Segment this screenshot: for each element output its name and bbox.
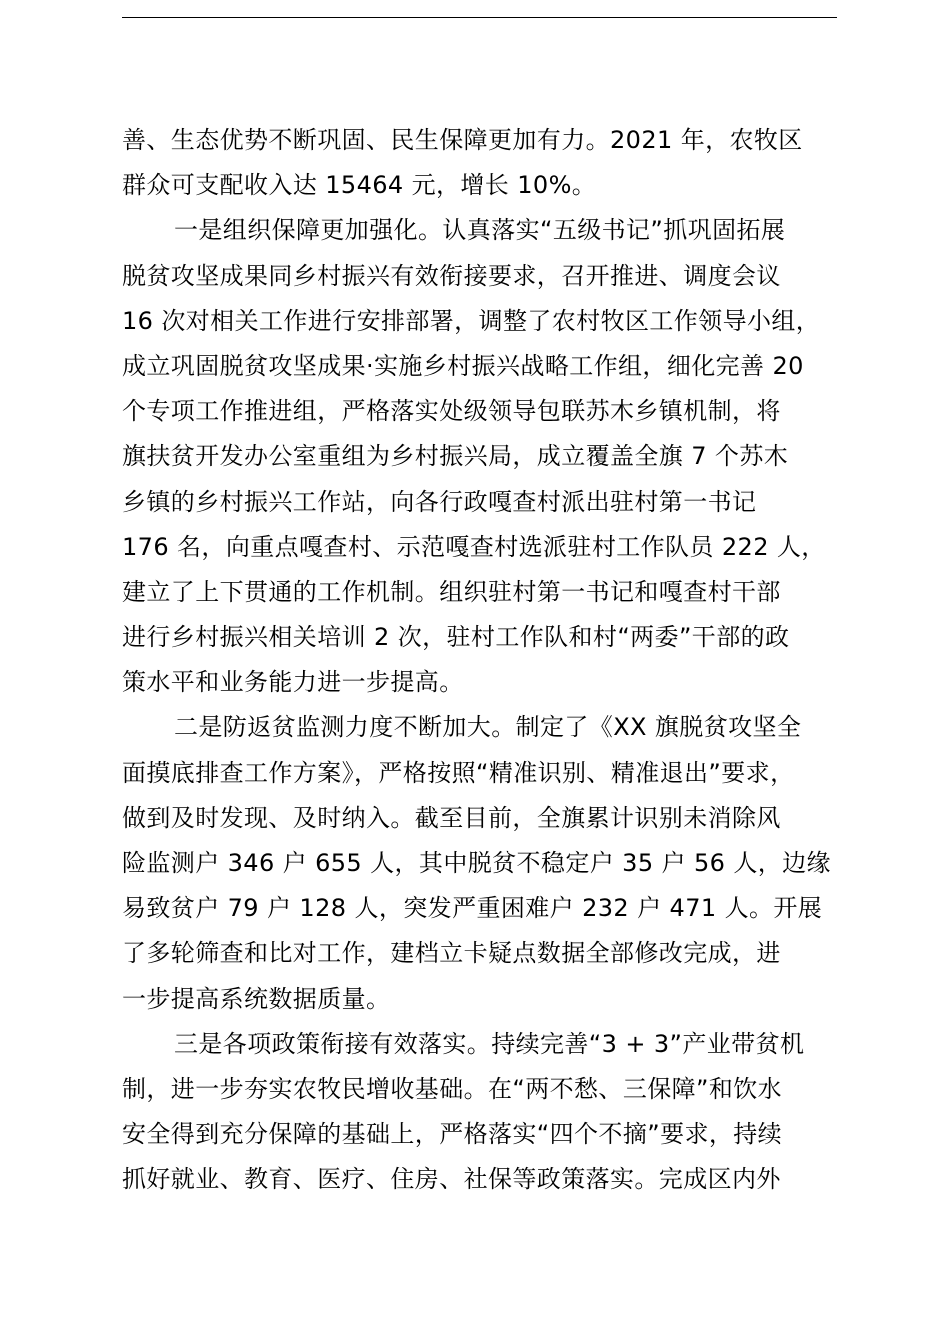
text-line: 一是组织保障更加强化。认真落实“五级书记”抓巩固拓展 [174,216,786,245]
header-rule [122,17,837,18]
paragraph-policy [122,1022,842,1203]
text-line: 安全得到充分保障的基础上，严格落实“四个不摘”要求，持续 [122,1120,783,1149]
text-line: 群众可支配收入达 15464 元，增长 10%。 [122,171,597,200]
text-line: 做到及时发现、及时纳入。截至目前，全旗累计识别未消除风 [122,803,781,832]
text-line: 一步提高系统数据质量。 [122,984,391,1013]
text-line: 策水平和业务能力进一步提高。 [122,668,464,697]
paragraph-organization [122,208,842,705]
text-line: 成立巩固脱贫攻坚成果·实施乡村振兴战略工作组，细化完善 20 [122,351,804,380]
text-line: 脱贫攻坚成果同乡村振兴有效衔接要求，召开推进、调度会议 [122,261,781,290]
text-line: 险监测户 346 户 655 人，其中脱贫不稳定户 35 户 56 人，边缘 [122,849,831,877]
text-line: 16 次对相关工作进行安排部署，调整了农村牧区工作领导小组， [122,306,821,335]
text-line: 面摸底排查工作方案》，严格按照“精准识别、精准退出”要求， [122,758,795,787]
text-line: 抓好就业、教育、医疗、住房、社保等政策落实。完成区内外 [122,1165,781,1194]
paragraph-intro [122,118,842,208]
document-body [122,118,842,1203]
text-line: 二是防返贫监测力度不断加大。制定了《XX 旗脱贫攻坚全 [174,713,802,742]
text-line: 制，进一步夯实农牧民增收基础。在“两不愁、三保障”和饮水 [122,1074,783,1103]
text-line: 了多轮筛查和比对工作，建档立卡疑点数据全部修改完成，进 [122,939,781,968]
paragraph-monitoring [122,705,842,1021]
text-line: 三是各项政策衔接有效落实。持续完善“3 + 3”产业带贫机 [174,1029,805,1058]
text-line: 善、生态优势不断巩固、民生保障更加有力。2021 年，农牧区 [122,126,803,154]
text-line: 建立了上下贯通的工作机制。组织驻村第一书记和嘎查村干部 [122,577,781,606]
text-line: 个专项工作推进组，严格落实处级领导包联苏木乡镇机制，将 [122,397,781,426]
text-line: 176 名，向重点嘎查村、示范嘎查村选派驻村工作队员 222 人， [122,532,826,561]
text-line: 乡镇的乡村振兴工作站，向各行政嘎查村派出驻村第一书记 [122,487,757,516]
text-line: 易致贫户 79 户 128 人，突发严重困难户 232 户 471 人。开展 [122,894,823,923]
text-line: 旗扶贫开发办公室重组为乡村振兴局，成立覆盖全旗 7 个苏木 [122,442,789,471]
text-line: 进行乡村振兴相关培训 2 次，驻村工作队和村“两委”干部的政 [122,623,790,652]
